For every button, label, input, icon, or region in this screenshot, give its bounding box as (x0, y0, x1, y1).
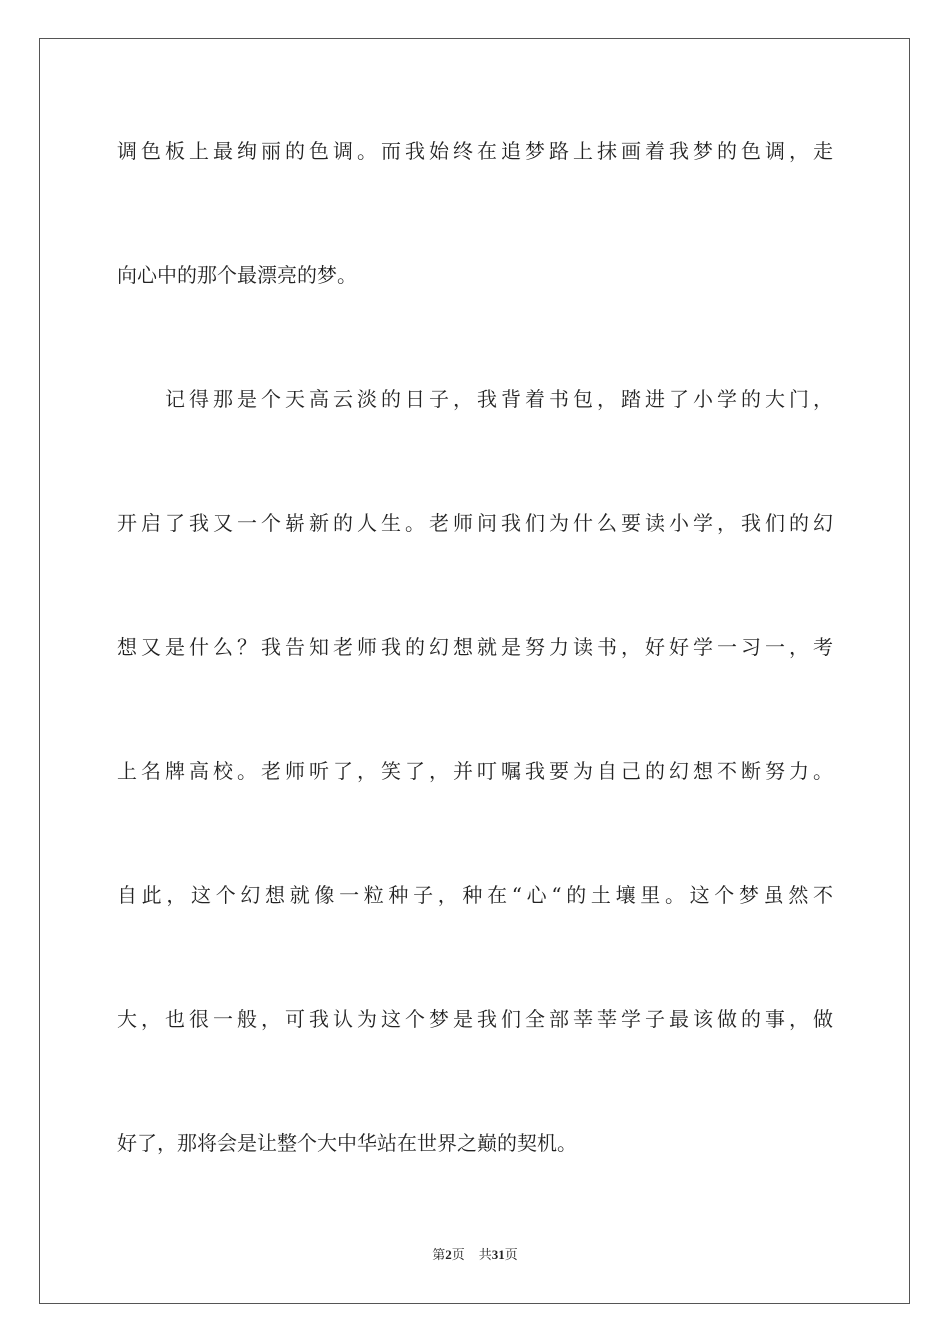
text-line-7: 自此，这个幻想就像一粒种子，种在“心“的土壤里。这个梦虽然不 (117, 883, 833, 907)
page-number: 2 (445, 1247, 452, 1262)
text-line-1: 调色板上最绚丽的色调。而我始终在追梦路上抹画着我梦的色调，走 (117, 139, 833, 163)
total-prefix: 共 (478, 1247, 492, 1262)
page-frame (39, 38, 910, 1304)
text-line-6: 上名牌高校。老师听了，笑了，并叮嘱我要为自己的幻想不断努力。 (117, 759, 833, 783)
text-line-9: 好了，那将会是让整个大中华站在世界之巅的契机。 (117, 1131, 577, 1155)
text-line-8: 大，也很一般，可我认为这个梦是我们全部莘莘学子最该做的事，做 (117, 1007, 833, 1031)
text-line-3: 记得那是个天高云淡的日子，我背着书包，踏进了小学的大门， (165, 387, 833, 411)
text-line-5: 想又是什么？我告知老师我的幻想就是努力读书，好好学一习一，考 (117, 635, 833, 659)
page-prefix: 第 (432, 1247, 446, 1262)
page-footer (0, 1245, 950, 1265)
page-suffix: 页 (451, 1247, 465, 1262)
text-line-4: 开启了我又一个崭新的人生。老师问我们为什么要读小学，我们的幻 (117, 511, 833, 535)
total-suffix: 页 (504, 1247, 518, 1262)
text-line-2: 向心中的那个最漂亮的梦。 (117, 263, 357, 287)
total-pages: 31 (491, 1247, 505, 1262)
